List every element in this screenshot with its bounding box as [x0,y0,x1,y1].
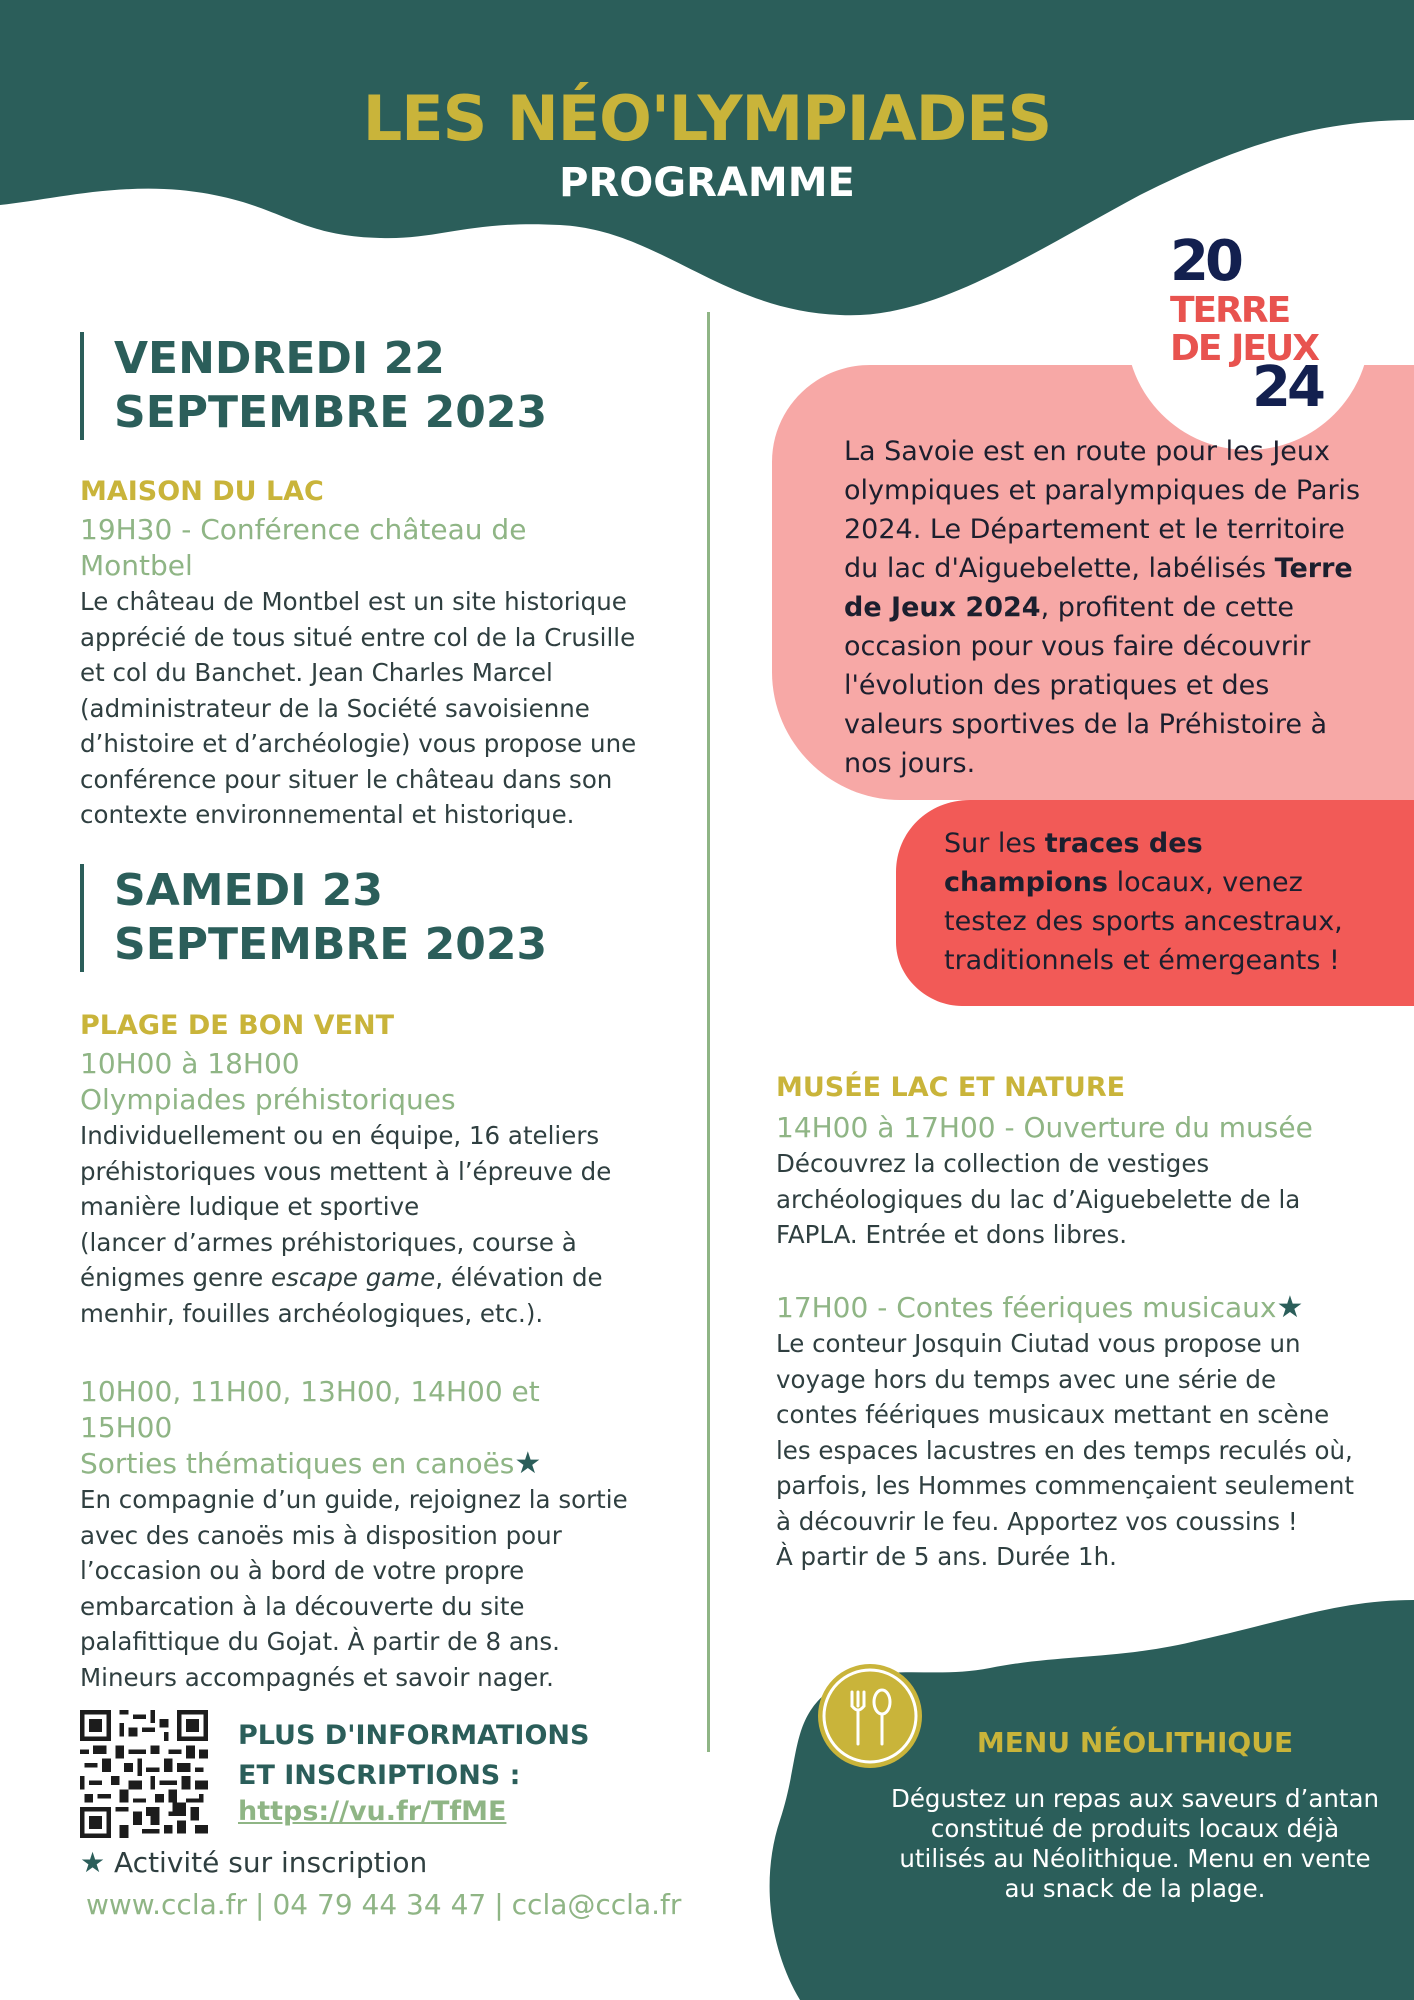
saturday-event1 [80,1046,640,1331]
info-link[interactable]: https://vu.fr/TfME [238,1796,507,1827]
info-line2: ET INSCRIPTIONS : [238,1760,521,1791]
logo-20: 20 [1170,229,1240,294]
star-icon: ★ [80,1846,106,1879]
friday-event [80,512,640,833]
email-link[interactable]: ccla@ccla.fr [511,1888,682,1921]
friday-event-description: Le château de Montbel est un site historique apprécié de tous situé entre col de la Crusille et col du Banchet. Jean Charles Marcel (administrateur de la Société savoisienne d’histoire et d’archéologie) vous propose une conférence pour situer le château dans son contexte environnemental et historique. [80,587,637,829]
separator: | [494,1888,504,1921]
saturday-venue: PLAGE DE BON VENT [80,1010,395,1041]
saturday-event2-description: En compagnie d’un guide, rejoignez la sortie avec des canoës mis à disposition pour l’occasion ou à bord de votre propre embarcation à la découverte du site palafittique du Gojat. À partir de 8 ans. Mineurs accompagnés et savoir nager. [80,1485,628,1692]
friday-date-line1: VENDREDI 22 [114,333,445,384]
intro-text-a: La Savoie est en route pour les Jeux olympiques et paralympiques de Paris 2024. Le Département et le territoire du lac d'Aiguebelette, labélisés [844,436,1361,584]
museum-venue: MUSÉE LAC ET NATURE [776,1072,1126,1103]
museum-event1 [776,1110,1376,1253]
event1-desc-part-c: , élévation de menhir, fouilles archéologiques, etc.). [80,1263,603,1328]
saturday-date-line2: SEPTEMBRE 2023 [114,919,548,970]
saturday-event2-time: 10H00, 11H00, 13H00, 14H00 et 15H00 [80,1375,540,1444]
museum-event1-time: 14H00 à 17H00 - Ouverture du musée [776,1111,1313,1144]
menu-text: Dégustez un repas aux saveurs d’antan constitué de produits locaux déjà utilisés au Néolithique. Menu en vente au snack de la plage. [890,1784,1380,1903]
menu-title: MENU NÉOLITHIQUE [976,1726,1294,1759]
friday-event-time: 19H30 - Conférence château de Montbel [80,513,527,582]
star-icon: ★ [1276,1290,1304,1325]
friday-date-line2: SEPTEMBRE 2023 [114,387,548,438]
contacts-line [86,1888,681,1921]
page-title: LES NÉO'LYMPIADES [362,82,1052,155]
event1-desc-part-b: (lancer d’armes préhistoriques, course à énigmes genre [80,1227,577,1292]
event1-desc-italic: escape game [271,1263,436,1292]
column-divider [707,312,710,1752]
museum-event2-title-row [776,1290,1376,1326]
terre-de-jeux-logo [1150,226,1350,426]
champions-text-bold: traces des champions [944,828,1203,898]
saturday-event2-title-row [80,1446,640,1482]
intro-text-b: , profitent de cette occasion pour vous faire découvrir l'évolution des pratiques et des valeurs sportives de la Préhistoire à nos jours. [844,592,1328,779]
saturday-date-line1: SAMEDI 23 [114,865,384,916]
museum-event2 [776,1290,1376,1575]
museum-event2-time: 17H00 - Contes féeriques musicaux [776,1291,1277,1324]
registration-note [80,1846,427,1879]
star-icon: ★ [514,1446,542,1481]
friday-date-block [80,332,674,440]
saturday-event1-description [80,1118,640,1331]
saturday-date-block [80,864,674,972]
friday-venue: MAISON DU LAC [80,476,324,507]
champions-text [944,824,1364,980]
phone-number[interactable]: 04 79 44 34 47 [272,1888,487,1921]
info-heading [238,1716,589,1796]
event1-desc-part-a: Individuellement ou en équipe, 16 ateliers préhistoriques vous mettent à l’épreuve de manière ludique et sportive [80,1121,612,1221]
intro-text-bold: Terre de Jeux 2024 [844,553,1353,623]
page-subtitle: PROGRAMME [559,160,855,206]
info-line1: PLUS D'INFORMATIONS [238,1720,590,1751]
saturday-event1-time: 10H00 à 18H00 [80,1047,300,1080]
separator: | [255,1888,265,1921]
museum-event2-age: À partir de 5 ans. Durée 1h. [776,1542,1117,1571]
qr-code[interactable] [80,1710,208,1838]
intro-text [844,432,1364,783]
saturday-event2-title: Sorties thématiques en canoës [80,1447,515,1480]
logo-24: 24 [1252,355,1322,420]
saturday-event2 [80,1374,640,1695]
museum-event2-description: Le conteur Josquin Ciutad vous propose un voyage hors du temps avec une série de contes féériques musicaux mettant en scène les espaces lacustres en des temps reculés où, parfois, les Hommes commençaient seulement à découvrir le feu. Apportez vos coussins ! [776,1329,1354,1536]
museum-event1-description: Découvrez la collection de vestiges archéologiques du lac d’Aiguebelette de la FAPLA. Entrée et dons libres. [776,1149,1301,1249]
saturday-event1-title: Olympiades préhistoriques [80,1083,456,1116]
registration-note-text: Activité sur inscription [114,1846,428,1879]
champions-text-a: Sur les [944,828,1045,859]
champions-text-b: locaux, venez testez des sports ancestraux, traditionnels et émergeants ! [944,867,1343,976]
logo-terre-de-jeux: TERRE DE JEUX [1170,290,1318,369]
website-link[interactable]: www.ccla.fr [86,1888,248,1921]
